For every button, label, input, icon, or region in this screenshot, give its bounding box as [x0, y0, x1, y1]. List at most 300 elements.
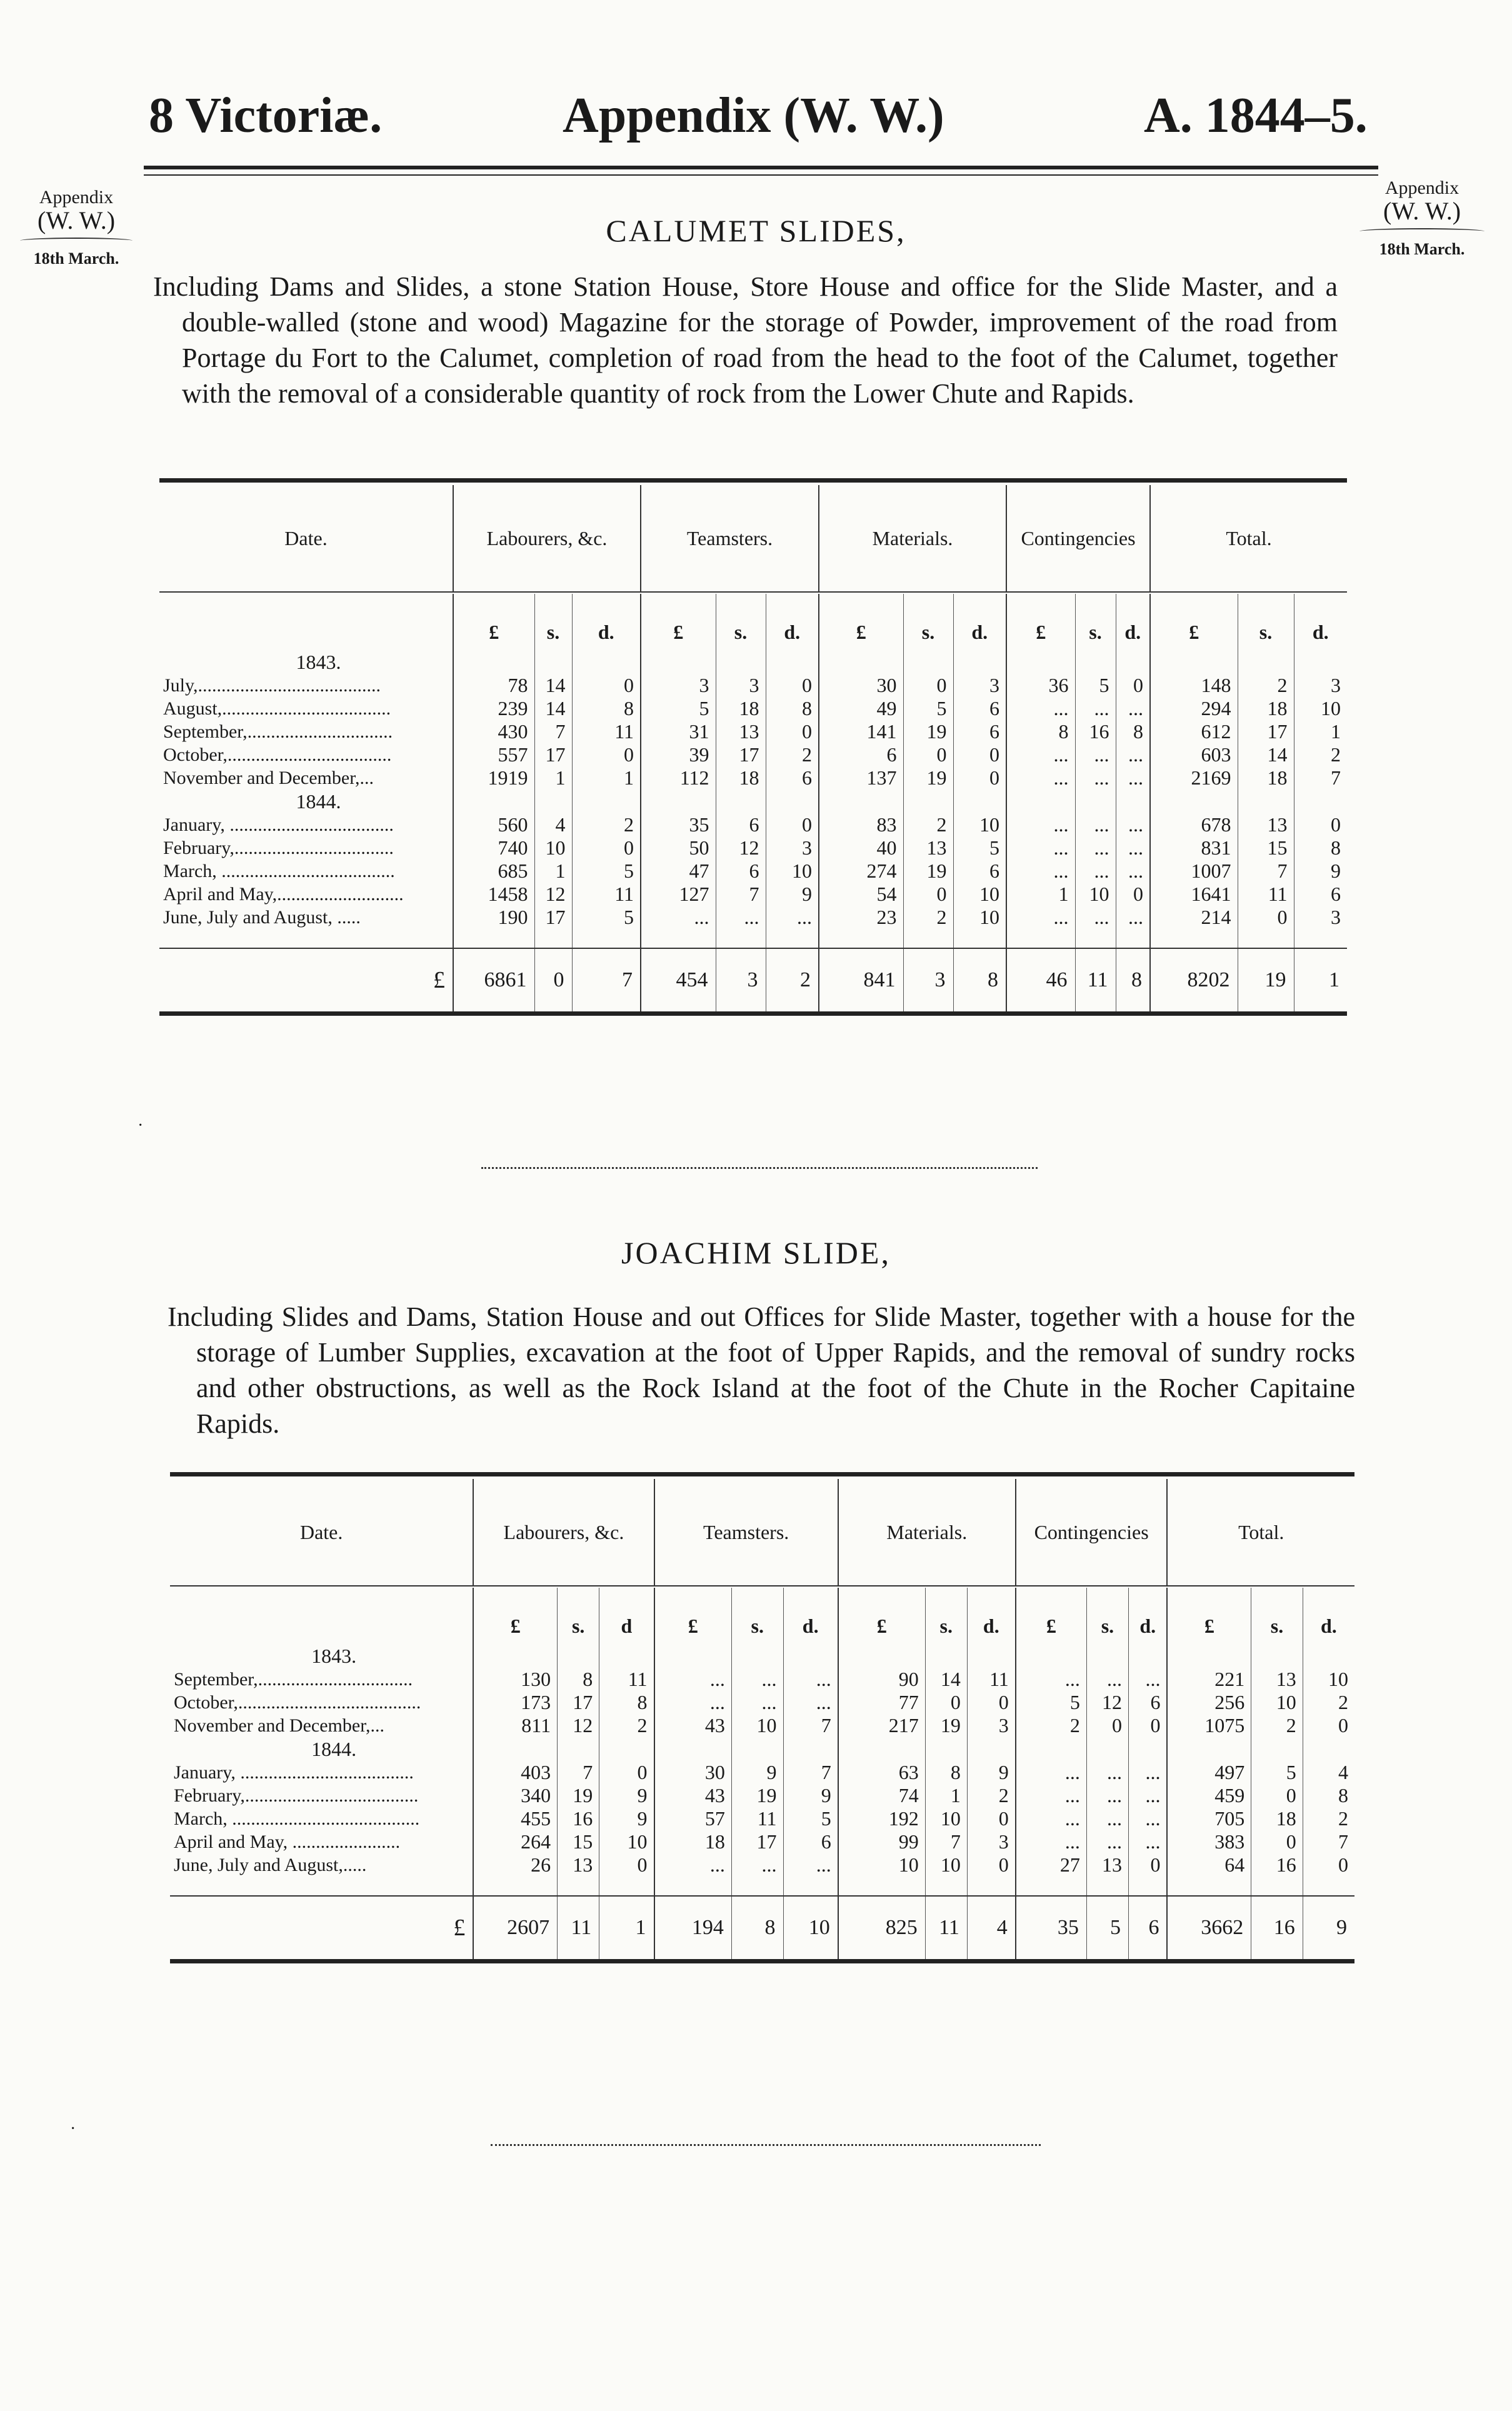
total-cell: 4 — [967, 1896, 1015, 1962]
total-cell: 825 — [838, 1896, 925, 1962]
table-cell: ... — [1006, 697, 1075, 720]
total-cell: 46 — [1006, 948, 1075, 1014]
table-cell: 8 — [572, 697, 641, 720]
table-cell: 30 — [654, 1761, 732, 1784]
table-cell: 2 — [599, 1714, 654, 1737]
table-row — [159, 906, 1347, 929]
table-cell: 13 — [903, 836, 953, 860]
row-date: January, ................................... — [163, 815, 394, 835]
table-cell: 6 — [819, 743, 903, 766]
table-cell: 17 — [534, 743, 572, 766]
table-cell: 1458 — [453, 883, 534, 906]
table-cell: 1641 — [1150, 883, 1238, 906]
table-cell: ... — [1006, 813, 1075, 836]
table-cell: ... — [1086, 1784, 1128, 1807]
row-date: November and December,... — [174, 1715, 384, 1736]
table-cell: 17 — [1238, 720, 1294, 743]
table-cell: ... — [654, 1691, 732, 1714]
table-cell: 5 — [1251, 1761, 1303, 1784]
table-cell: 0 — [925, 1691, 967, 1714]
table-cell: 26 — [473, 1853, 557, 1877]
unit-cell: d. — [572, 594, 641, 650]
table-cell: 43 — [654, 1714, 732, 1737]
table-cell: 6 — [1128, 1691, 1167, 1714]
table-row — [159, 720, 1347, 743]
table-cell: 9 — [1294, 860, 1347, 883]
col-teamsters: Teamsters. — [641, 485, 819, 592]
table-cell: 10 — [766, 860, 819, 883]
row-date: January, ..................................... — [174, 1762, 414, 1783]
table-cell: ... — [1016, 1807, 1087, 1830]
col-total: Total. — [1150, 485, 1347, 592]
col-contingencies: Contingencies — [1016, 1479, 1168, 1586]
table-cell: ... — [1006, 906, 1075, 929]
table-cell: 127 — [641, 883, 716, 906]
table-cell: 9 — [967, 1761, 1015, 1784]
table-cell: 18 — [1238, 766, 1294, 789]
unit-cell: £ — [654, 1588, 732, 1644]
total-cell: 8 — [731, 1896, 783, 1962]
table-cell: 0 — [1128, 1714, 1167, 1737]
section-divider — [481, 1160, 1038, 1169]
table-cell: 39 — [641, 743, 716, 766]
total-cell: 1 — [1294, 948, 1347, 1014]
table-cell: 9 — [599, 1784, 654, 1807]
table-row — [170, 1830, 1354, 1853]
table-cell: 13 — [1238, 813, 1294, 836]
table-cell: 2 — [1238, 674, 1294, 697]
table-cell: ... — [1016, 1830, 1087, 1853]
table-cell: 612 — [1150, 720, 1238, 743]
joachim-total-row — [170, 1896, 1354, 1962]
table-cell: 19 — [903, 720, 953, 743]
table-cell: 0 — [1251, 1784, 1303, 1807]
table-cell: 18 — [1238, 697, 1294, 720]
unit-cell: s. — [903, 594, 953, 650]
table-cell: 6 — [716, 813, 766, 836]
table-cell: 7 — [716, 883, 766, 906]
header-appendix: Appendix (W. W.) — [563, 88, 944, 143]
total-cell: 8202 — [1150, 948, 1238, 1014]
table-cell: 10 — [953, 813, 1006, 836]
table-cell: 7 — [1303, 1830, 1354, 1853]
unit-cell: d. — [1294, 594, 1347, 650]
table-cell: 10 — [1303, 1668, 1354, 1691]
table-row — [170, 1853, 1354, 1877]
table-cell: 2 — [1294, 743, 1347, 766]
table-cell: 6 — [783, 1830, 838, 1853]
table-cell: 6 — [1294, 883, 1347, 906]
table-cell: 459 — [1167, 1784, 1251, 1807]
table-cell: 7 — [925, 1830, 967, 1853]
table-cell: 0 — [599, 1853, 654, 1877]
table-cell: 19 — [903, 766, 953, 789]
total-cell: 3662 — [1167, 1896, 1251, 1962]
col-date: Date. — [284, 526, 328, 549]
table-cell: ... — [1116, 697, 1150, 720]
table-cell: 5 — [572, 860, 641, 883]
row-date: October,....................................... — [174, 1692, 421, 1713]
table-cell: ... — [1086, 1668, 1128, 1691]
col-teamsters: Teamsters. — [654, 1479, 838, 1586]
table-cell: 221 — [1167, 1668, 1251, 1691]
table-cell: ... — [1128, 1784, 1167, 1807]
table-row — [170, 1784, 1354, 1807]
table-cell: 2 — [903, 813, 953, 836]
unit-cell: s. — [925, 1588, 967, 1644]
section-divider — [491, 2137, 1041, 2146]
table-cell: 27 — [1016, 1853, 1087, 1877]
unit-cell: £ — [819, 594, 903, 650]
table-cell: ... — [1128, 1668, 1167, 1691]
table-cell: 3 — [967, 1714, 1015, 1737]
table-cell: 99 — [838, 1830, 925, 1853]
table-cell: 7 — [783, 1714, 838, 1737]
table-cell: ... — [783, 1853, 838, 1877]
margin-date-label: 18th March. — [33, 249, 119, 268]
total-cell: 5 — [1086, 1896, 1128, 1962]
table-cell: 294 — [1150, 697, 1238, 720]
table-cell: 8 — [1116, 720, 1150, 743]
table-cell: ... — [1116, 743, 1150, 766]
table-cell: 0 — [766, 674, 819, 697]
row-date: July,....................................... — [163, 675, 381, 696]
unit-cell: d. — [1128, 1588, 1167, 1644]
table-cell: 11 — [967, 1668, 1015, 1691]
table-cell: 8 — [1294, 836, 1347, 860]
table-cell: ... — [1006, 860, 1075, 883]
table-cell: 0 — [967, 1691, 1015, 1714]
row-date: August,.................................... — [163, 698, 391, 719]
table-row — [159, 766, 1347, 789]
unit-cell: d. — [1116, 594, 1150, 650]
table-cell: 0 — [903, 743, 953, 766]
table-cell: 10 — [925, 1853, 967, 1877]
table-cell: 2169 — [1150, 766, 1238, 789]
table-cell: ... — [1016, 1784, 1087, 1807]
table-cell: 9 — [766, 883, 819, 906]
table-cell: 15 — [1238, 836, 1294, 860]
table-cell: 12 — [716, 836, 766, 860]
table-cell: ... — [1086, 1807, 1128, 1830]
table-cell: 2 — [572, 813, 641, 836]
table-cell: 8 — [1006, 720, 1075, 743]
row-date: November and December,... — [163, 768, 374, 788]
unit-cell: £ — [838, 1588, 925, 1644]
table-cell: 12 — [534, 883, 572, 906]
col-date: Date. — [299, 1520, 343, 1543]
total-currency: £ — [159, 948, 453, 1014]
table-cell: 13 — [716, 720, 766, 743]
table-cell: 10 — [534, 836, 572, 860]
table-cell: 0 — [1116, 883, 1150, 906]
table-cell: 18 — [716, 697, 766, 720]
table-cell: 2 — [967, 1784, 1015, 1807]
table-cell: 7 — [1294, 766, 1347, 789]
table-cell: 19 — [925, 1714, 967, 1737]
table-cell: 811 — [473, 1714, 557, 1737]
table-cell: 4 — [534, 813, 572, 836]
table-cell: 90 — [838, 1668, 925, 1691]
table-cell: 11 — [599, 1668, 654, 1691]
table-cell: 214 — [1150, 906, 1238, 929]
table-cell: 3 — [766, 836, 819, 860]
total-cell: 11 — [1075, 948, 1116, 1014]
unit-cell: s. — [716, 594, 766, 650]
table-cell: ... — [1128, 1761, 1167, 1784]
table-cell: 557 — [453, 743, 534, 766]
table-cell: 0 — [599, 1761, 654, 1784]
row-date: September,................................. — [174, 1669, 413, 1690]
table-cell: 10 — [1294, 697, 1347, 720]
table-cell: 18 — [716, 766, 766, 789]
calumet-rows-1844 — [159, 813, 1347, 929]
table-cell: 740 — [453, 836, 534, 860]
table-cell: ... — [731, 1853, 783, 1877]
table-cell: 148 — [1150, 674, 1238, 697]
table-cell: 10 — [731, 1714, 783, 1737]
table-cell: 0 — [572, 674, 641, 697]
table-cell: 403 — [473, 1761, 557, 1784]
table-cell: 17 — [716, 743, 766, 766]
table-cell: 9 — [783, 1784, 838, 1807]
table-cell: 0 — [1116, 674, 1150, 697]
total-cell: 3 — [716, 948, 766, 1014]
table-cell: 173 — [473, 1691, 557, 1714]
table-cell: ... — [1116, 836, 1150, 860]
table-cell: 11 — [1238, 883, 1294, 906]
total-cell: 35 — [1016, 1896, 1087, 1962]
table-cell: 0 — [967, 1853, 1015, 1877]
row-date: April and May, ....................... — [174, 1832, 401, 1852]
table-cell: 430 — [453, 720, 534, 743]
table-cell: 4 — [1303, 1761, 1354, 1784]
total-cell: 6 — [1128, 1896, 1167, 1962]
table-cell: ... — [1086, 1830, 1128, 1853]
table-cell: 0 — [1128, 1853, 1167, 1877]
table-cell: 0 — [766, 720, 819, 743]
table-row — [159, 697, 1347, 720]
table-row — [159, 836, 1347, 860]
table-cell: 23 — [819, 906, 903, 929]
table-cell: ... — [1016, 1668, 1087, 1691]
table-cell: 6 — [953, 697, 1006, 720]
table-cell: 0 — [953, 743, 1006, 766]
table-cell: 13 — [558, 1853, 599, 1877]
table-row — [170, 1668, 1354, 1691]
joachim-rows-1844 — [170, 1761, 1354, 1877]
table-cell: 274 — [819, 860, 903, 883]
unit-cell: d. — [967, 1588, 1015, 1644]
total-cell: 194 — [654, 1896, 732, 1962]
table-cell: 12 — [1086, 1691, 1128, 1714]
table-cell: 83 — [819, 813, 903, 836]
row-date: October,................................... — [163, 744, 392, 765]
margin-ww-label: (W. W.) — [37, 206, 116, 234]
table-cell: 11 — [572, 883, 641, 906]
table-cell: 0 — [1086, 1714, 1128, 1737]
table-cell: 7 — [534, 720, 572, 743]
table-cell: 3 — [716, 674, 766, 697]
table-cell: 10 — [599, 1830, 654, 1853]
margin-appendix-label: Appendix — [39, 187, 114, 208]
table-cell: 7 — [783, 1761, 838, 1784]
table-cell: 14 — [534, 674, 572, 697]
table-cell: ... — [1128, 1807, 1167, 1830]
table-cell: 2 — [766, 743, 819, 766]
table-cell: ... — [716, 906, 766, 929]
table-cell: 0 — [953, 766, 1006, 789]
col-materials: Materials. — [838, 1479, 1016, 1586]
header-rule — [144, 166, 1378, 176]
table-cell: 1 — [1294, 720, 1347, 743]
table-cell: ... — [1086, 1761, 1128, 1784]
table-cell: 0 — [1294, 813, 1347, 836]
table-cell: 8 — [766, 697, 819, 720]
table-cell: 0 — [1251, 1830, 1303, 1853]
table-row — [159, 743, 1347, 766]
unit-cell: £ — [1167, 1588, 1251, 1644]
row-date: March, ........................................ — [174, 1808, 420, 1829]
table-cell: 13 — [1086, 1853, 1128, 1877]
unit-cell: d. — [766, 594, 819, 650]
table-cell: 2 — [1251, 1714, 1303, 1737]
col-labourers: Labourers, &c. — [453, 485, 641, 592]
unit-cell: d. — [783, 1588, 838, 1644]
calumet-description — [153, 269, 1338, 411]
table-row — [170, 1761, 1354, 1784]
table-cell: 14 — [1238, 743, 1294, 766]
unit-cell: s. — [1086, 1588, 1128, 1644]
table-cell: 685 — [453, 860, 534, 883]
table-cell: 0 — [903, 883, 953, 906]
table-cell: 54 — [819, 883, 903, 906]
table-cell: 47 — [641, 860, 716, 883]
unit-cell: d. — [1303, 1588, 1354, 1644]
table-cell: 16 — [1251, 1853, 1303, 1877]
table-cell: 0 — [1238, 906, 1294, 929]
table-cell: 8 — [925, 1761, 967, 1784]
table-cell: 5 — [1075, 674, 1116, 697]
joachim-title: JOACHIM SLIDE, — [621, 1235, 891, 1270]
table-cell: ... — [1075, 743, 1116, 766]
table-cell: 239 — [453, 697, 534, 720]
table-cell: 18 — [1251, 1807, 1303, 1830]
table-cell: 40 — [819, 836, 903, 860]
table-cell: 0 — [572, 743, 641, 766]
joachim-rows-1843 — [170, 1668, 1354, 1737]
table-row — [159, 860, 1347, 883]
calumet-description-text: Including Dams and Slides, a stone Station House, Store House and office for the Slide Master, and a double-walled (stone and wood) Magazine for the storage of Powder, improvement of the road from Portage du Fort to the Calumet, completion of road from the head to the foot of the Calumet, together with the removal of a considerable quantity of rock from the Lower Chute and Rapids. — [153, 271, 1338, 409]
ink-speck: · — [138, 1116, 144, 1135]
table-cell: 137 — [819, 766, 903, 789]
table-cell: 13 — [1251, 1668, 1303, 1691]
table-cell: 7 — [1238, 860, 1294, 883]
total-cell: 7 — [572, 948, 641, 1014]
table-row — [159, 883, 1347, 906]
row-date: February,..................................... — [174, 1785, 419, 1806]
table-cell: ... — [731, 1668, 783, 1691]
table-cell: ... — [1116, 906, 1150, 929]
table-cell: 831 — [1150, 836, 1238, 860]
table-cell: 9 — [599, 1807, 654, 1830]
table-cell: ... — [1116, 766, 1150, 789]
margin-ww-label: (W. W.) — [1383, 196, 1461, 225]
total-cell: 454 — [641, 948, 716, 1014]
table-cell: 190 — [453, 906, 534, 929]
table-cell: 0 — [766, 813, 819, 836]
table-cell: 30 — [819, 674, 903, 697]
total-cell: 8 — [953, 948, 1006, 1014]
table-cell: 11 — [572, 720, 641, 743]
table-cell: ... — [654, 1853, 732, 1877]
table-cell: 256 — [1167, 1691, 1251, 1714]
table-cell: 35 — [641, 813, 716, 836]
table-row — [170, 1691, 1354, 1714]
unit-cell: d — [599, 1588, 654, 1644]
table-cell: 6 — [953, 860, 1006, 883]
table-cell: 6 — [766, 766, 819, 789]
table-cell: 16 — [1075, 720, 1116, 743]
unit-cell: s. — [558, 1588, 599, 1644]
table-cell: 130 — [473, 1668, 557, 1691]
row-date: March, ..................................... — [163, 861, 395, 881]
row-date: June, July and August,..... — [174, 1855, 367, 1875]
table-cell: 17 — [558, 1691, 599, 1714]
table-cell: 1075 — [1167, 1714, 1251, 1737]
table-cell: 36 — [1006, 674, 1075, 697]
table-cell: 10 — [953, 906, 1006, 929]
total-cell: 1 — [599, 1896, 654, 1962]
table-cell: 705 — [1167, 1807, 1251, 1830]
table-cell: ... — [1075, 836, 1116, 860]
table-cell: 6 — [716, 860, 766, 883]
ink-speck: · — [70, 2119, 76, 2138]
table-cell: 340 — [473, 1784, 557, 1807]
table-cell: 0 — [1303, 1714, 1354, 1737]
table-cell: ... — [1016, 1761, 1087, 1784]
table-cell: 2 — [1016, 1714, 1087, 1737]
table-cell: 5 — [1016, 1691, 1087, 1714]
table-cell: 112 — [641, 766, 716, 789]
table-cell: 77 — [838, 1691, 925, 1714]
unit-cell: s. — [1251, 1588, 1303, 1644]
table-cell: 497 — [1167, 1761, 1251, 1784]
table-row — [170, 1714, 1354, 1737]
table-cell: ... — [766, 906, 819, 929]
total-cell: 0 — [534, 948, 572, 1014]
calumet-table — [159, 478, 1347, 1016]
table-cell: 5 — [641, 697, 716, 720]
year-label: 1843. — [311, 1644, 357, 1667]
table-cell: 63 — [838, 1761, 925, 1784]
table-cell: ... — [1075, 766, 1116, 789]
table-cell: 19 — [558, 1784, 599, 1807]
table-cell: 12 — [558, 1714, 599, 1737]
table-cell: 678 — [1150, 813, 1238, 836]
table-cell: 17 — [731, 1830, 783, 1853]
table-cell: 3 — [641, 674, 716, 697]
unit-cell: £ — [1016, 1588, 1087, 1644]
table-row — [159, 813, 1347, 836]
table-cell: ... — [654, 1668, 732, 1691]
total-currency: £ — [170, 1896, 473, 1962]
table-cell: 10 — [838, 1853, 925, 1877]
total-cell: 2 — [766, 948, 819, 1014]
table-cell: 5 — [572, 906, 641, 929]
table-cell: ... — [1116, 860, 1150, 883]
table-cell: ... — [1128, 1830, 1167, 1853]
